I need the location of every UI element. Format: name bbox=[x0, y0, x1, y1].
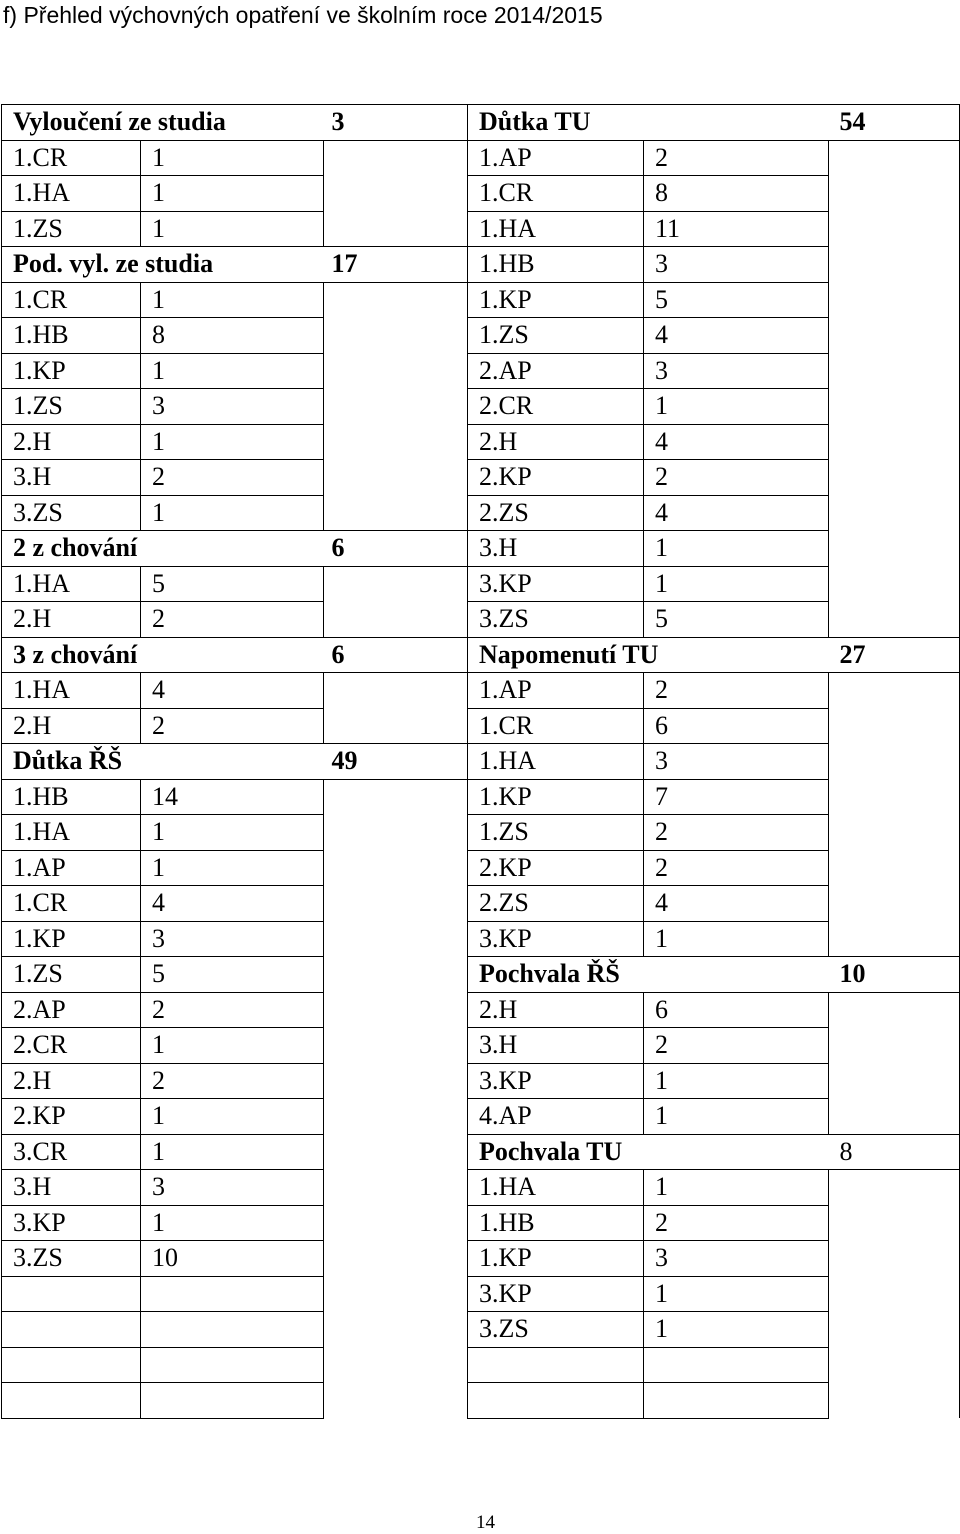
right-class-label: 2.ZS bbox=[468, 886, 644, 922]
right-group-total: 54 bbox=[829, 105, 960, 141]
left-group-total: 6 bbox=[324, 637, 468, 673]
right-empty-cell bbox=[829, 1205, 960, 1241]
table-row bbox=[2, 957, 960, 993]
left-empty-cell bbox=[324, 1134, 468, 1170]
right-empty-cell bbox=[829, 815, 960, 851]
right-group-heading: Důtka TU bbox=[468, 105, 829, 141]
right-class-count: 3 bbox=[644, 1241, 829, 1277]
right-class-count: 3 bbox=[644, 353, 829, 389]
right-class-count: 7 bbox=[644, 779, 829, 815]
left-class-label: 3.ZS bbox=[2, 1241, 141, 1277]
right-class-label: 1.KP bbox=[468, 1241, 644, 1277]
table-row bbox=[2, 211, 960, 247]
right-empty-cell bbox=[829, 1170, 960, 1206]
right-class-count: 8 bbox=[644, 176, 829, 212]
table-row bbox=[2, 779, 960, 815]
right-class-count: 1 bbox=[644, 1063, 829, 1099]
right-empty-cell bbox=[829, 1276, 960, 1312]
right-class-label: 1.AP bbox=[468, 140, 644, 176]
left-group-heading: Vyloučení ze studia bbox=[2, 105, 324, 141]
left-class-count: 1 bbox=[141, 1134, 324, 1170]
left-empty-cell bbox=[324, 1170, 468, 1206]
right-empty-cell bbox=[829, 744, 960, 780]
left-empty-cell bbox=[324, 602, 468, 638]
right-class-count: 2 bbox=[644, 1028, 829, 1064]
right-empty-cell bbox=[829, 176, 960, 212]
right-empty-cell bbox=[829, 779, 960, 815]
left-class-count bbox=[141, 1347, 324, 1383]
left-class-label: 2.H bbox=[2, 424, 141, 460]
left-class-label: 1.ZS bbox=[2, 211, 141, 247]
page-title: f) Přehled výchovných opatření ve školním roce 2014/2015 bbox=[3, 2, 603, 28]
right-class-count: 6 bbox=[644, 992, 829, 1028]
left-class-count: 4 bbox=[141, 673, 324, 709]
right-class-count: 5 bbox=[644, 282, 829, 318]
left-class-label: 3.KP bbox=[2, 1205, 141, 1241]
left-class-label: 3.H bbox=[2, 1170, 141, 1206]
left-class-count: 1 bbox=[141, 815, 324, 851]
left-empty-cell bbox=[324, 1241, 468, 1277]
right-empty-cell bbox=[829, 1312, 960, 1348]
right-class-label: 3.KP bbox=[468, 566, 644, 602]
right-empty-cell bbox=[829, 424, 960, 460]
right-empty-cell bbox=[829, 566, 960, 602]
table-row bbox=[2, 850, 960, 886]
right-empty-cell bbox=[829, 886, 960, 922]
left-class-label: 1.HA bbox=[2, 673, 141, 709]
right-empty-cell bbox=[829, 1063, 960, 1099]
left-class-count: 1 bbox=[141, 140, 324, 176]
left-class-label: 1.HB bbox=[2, 318, 141, 354]
right-class-count: 2 bbox=[644, 850, 829, 886]
left-class-count: 2 bbox=[141, 602, 324, 638]
right-class-count: 3 bbox=[644, 744, 829, 780]
left-class-count: 1 bbox=[141, 353, 324, 389]
left-class-count: 1 bbox=[141, 1028, 324, 1064]
left-class-count: 4 bbox=[141, 886, 324, 922]
left-empty-cell bbox=[324, 460, 468, 496]
right-class-count: 1 bbox=[644, 531, 829, 567]
right-class-count: 1 bbox=[644, 1276, 829, 1312]
right-empty-cell bbox=[829, 602, 960, 638]
left-group-total: 17 bbox=[324, 247, 468, 283]
right-class-label: 1.HA bbox=[468, 744, 644, 780]
right-class-label: 3.H bbox=[468, 1028, 644, 1064]
left-empty-cell bbox=[324, 886, 468, 922]
right-class-label: 1.ZS bbox=[468, 318, 644, 354]
left-class-count: 14 bbox=[141, 779, 324, 815]
left-group-heading: 3 z chování bbox=[2, 637, 324, 673]
table-row bbox=[2, 992, 960, 1028]
left-group-total: 49 bbox=[324, 744, 468, 780]
right-empty-cell bbox=[829, 140, 960, 176]
right-empty-cell bbox=[829, 282, 960, 318]
left-empty-cell bbox=[324, 176, 468, 212]
left-empty-cell bbox=[324, 389, 468, 425]
left-class-count bbox=[141, 1383, 324, 1419]
left-empty-cell bbox=[324, 779, 468, 815]
right-class-count: 4 bbox=[644, 318, 829, 354]
left-empty-cell bbox=[324, 850, 468, 886]
right-class-label: 1.HA bbox=[468, 211, 644, 247]
left-class-count: 1 bbox=[141, 1205, 324, 1241]
right-class-label: 2.KP bbox=[468, 850, 644, 886]
table-row bbox=[2, 708, 960, 744]
left-class-label: 2.KP bbox=[2, 1099, 141, 1135]
table-row bbox=[2, 247, 960, 283]
right-empty-cell bbox=[829, 1383, 960, 1419]
table-row bbox=[2, 424, 960, 460]
left-class-count: 3 bbox=[141, 389, 324, 425]
left-empty-cell bbox=[324, 1205, 468, 1241]
right-class-label: 2.AP bbox=[468, 353, 644, 389]
left-group-total: 3 bbox=[324, 105, 468, 141]
left-class-count: 3 bbox=[141, 921, 324, 957]
right-class-count: 2 bbox=[644, 140, 829, 176]
right-empty-cell bbox=[829, 1241, 960, 1277]
table-row bbox=[2, 353, 960, 389]
right-class-count bbox=[644, 1347, 829, 1383]
left-class-count: 5 bbox=[141, 566, 324, 602]
left-empty-cell bbox=[324, 1028, 468, 1064]
left-empty-cell bbox=[324, 1276, 468, 1312]
right-empty-cell bbox=[829, 1028, 960, 1064]
left-class-label: 2.AP bbox=[2, 992, 141, 1028]
table-row bbox=[2, 389, 960, 425]
table-row bbox=[2, 1312, 960, 1348]
left-empty-cell bbox=[324, 1063, 468, 1099]
table-row bbox=[2, 531, 960, 567]
left-empty-cell bbox=[324, 1312, 468, 1348]
left-class-label bbox=[2, 1276, 141, 1312]
right-class-count: 2 bbox=[644, 673, 829, 709]
left-group-heading: 2 z chování bbox=[2, 531, 324, 567]
right-empty-cell bbox=[829, 850, 960, 886]
right-class-label: 2.H bbox=[468, 992, 644, 1028]
right-class-count: 1 bbox=[644, 921, 829, 957]
left-class-count: 1 bbox=[141, 424, 324, 460]
left-class-count: 1 bbox=[141, 850, 324, 886]
left-class-label: 2.H bbox=[2, 602, 141, 638]
left-empty-cell bbox=[324, 140, 468, 176]
left-empty-cell bbox=[324, 566, 468, 602]
right-class-count: 3 bbox=[644, 247, 829, 283]
left-class-count bbox=[141, 1312, 324, 1348]
left-class-label: 2.H bbox=[2, 708, 141, 744]
left-class-label: 1.ZS bbox=[2, 389, 141, 425]
left-class-count: 8 bbox=[141, 318, 324, 354]
right-class-label: 1.AP bbox=[468, 673, 644, 709]
right-class-count: 1 bbox=[644, 1099, 829, 1135]
left-group-total: 6 bbox=[324, 531, 468, 567]
right-empty-cell bbox=[829, 389, 960, 425]
right-empty-cell bbox=[829, 318, 960, 354]
left-class-label: 3.H bbox=[2, 460, 141, 496]
table-row bbox=[2, 1383, 960, 1419]
table-row bbox=[2, 105, 960, 141]
table-row bbox=[2, 921, 960, 957]
left-class-label bbox=[2, 1312, 141, 1348]
left-class-label: 1.HA bbox=[2, 176, 141, 212]
right-class-label: 2.ZS bbox=[468, 495, 644, 531]
page-number: 14 bbox=[476, 1512, 495, 1533]
left-class-label: 2.H bbox=[2, 1063, 141, 1099]
table-row bbox=[2, 1205, 960, 1241]
table-row bbox=[2, 1347, 960, 1383]
left-class-count: 5 bbox=[141, 957, 324, 993]
right-class-label: 1.ZS bbox=[468, 815, 644, 851]
right-class-count: 4 bbox=[644, 424, 829, 460]
right-group-total: 8 bbox=[829, 1134, 960, 1170]
right-class-count: 2 bbox=[644, 815, 829, 851]
left-class-label: 3.ZS bbox=[2, 495, 141, 531]
right-empty-cell bbox=[829, 247, 960, 283]
left-empty-cell bbox=[324, 1099, 468, 1135]
left-empty-cell bbox=[324, 815, 468, 851]
right-class-count: 1 bbox=[644, 389, 829, 425]
right-class-count: 1 bbox=[644, 1312, 829, 1348]
left-class-count bbox=[141, 1276, 324, 1312]
right-class-label: 1.KP bbox=[468, 282, 644, 318]
right-class-label: 1.KP bbox=[468, 779, 644, 815]
table-row bbox=[2, 602, 960, 638]
left-empty-cell bbox=[324, 673, 468, 709]
right-empty-cell bbox=[829, 460, 960, 496]
left-class-count: 2 bbox=[141, 992, 324, 1028]
left-class-label bbox=[2, 1383, 141, 1419]
right-class-label: 3.KP bbox=[468, 1276, 644, 1312]
left-class-label: 1.AP bbox=[2, 850, 141, 886]
right-class-label: 2.KP bbox=[468, 460, 644, 496]
left-class-label: 2.CR bbox=[2, 1028, 141, 1064]
right-class-count: 2 bbox=[644, 1205, 829, 1241]
left-empty-cell bbox=[324, 992, 468, 1028]
table-body bbox=[2, 105, 960, 1419]
right-class-label: 2.H bbox=[468, 424, 644, 460]
right-class-count: 2 bbox=[644, 460, 829, 496]
left-empty-cell bbox=[324, 282, 468, 318]
table-row bbox=[2, 176, 960, 212]
right-empty-cell bbox=[829, 992, 960, 1028]
right-empty-cell bbox=[829, 495, 960, 531]
left-class-count: 10 bbox=[141, 1241, 324, 1277]
left-class-label: 1.KP bbox=[2, 353, 141, 389]
left-empty-cell bbox=[324, 921, 468, 957]
table-row bbox=[2, 886, 960, 922]
table-row bbox=[2, 1099, 960, 1135]
table-row bbox=[2, 566, 960, 602]
right-class-label: 3.ZS bbox=[468, 602, 644, 638]
right-class-label: 3.H bbox=[468, 531, 644, 567]
left-class-label bbox=[2, 1347, 141, 1383]
left-class-count: 1 bbox=[141, 211, 324, 247]
table-row bbox=[2, 460, 960, 496]
table-row bbox=[2, 1134, 960, 1170]
table-row bbox=[2, 495, 960, 531]
left-class-label: 1.CR bbox=[2, 282, 141, 318]
right-class-label: 4.AP bbox=[468, 1099, 644, 1135]
right-class-count: 4 bbox=[644, 886, 829, 922]
table-row bbox=[2, 140, 960, 176]
right-class-label: 1.CR bbox=[468, 176, 644, 212]
table-row bbox=[2, 637, 960, 673]
table-row bbox=[2, 1063, 960, 1099]
right-group-heading: Pochvala TU bbox=[468, 1134, 829, 1170]
right-class-count: 1 bbox=[644, 566, 829, 602]
left-empty-cell bbox=[324, 353, 468, 389]
right-empty-cell bbox=[829, 353, 960, 389]
right-class-count: 1 bbox=[644, 1170, 829, 1206]
left-group-heading: Důtka ŘŠ bbox=[2, 744, 324, 780]
left-class-count: 1 bbox=[141, 282, 324, 318]
right-class-count: 6 bbox=[644, 708, 829, 744]
left-empty-cell bbox=[324, 424, 468, 460]
left-empty-cell bbox=[324, 495, 468, 531]
right-class-label: 3.KP bbox=[468, 921, 644, 957]
left-empty-cell bbox=[324, 957, 468, 993]
right-group-heading: Napomenutí TU bbox=[468, 637, 829, 673]
left-empty-cell bbox=[324, 708, 468, 744]
table-row bbox=[2, 1170, 960, 1206]
right-class-label: 1.HB bbox=[468, 247, 644, 283]
right-class-label bbox=[468, 1383, 644, 1419]
table-row bbox=[2, 815, 960, 851]
table-row bbox=[2, 1028, 960, 1064]
left-class-count: 1 bbox=[141, 495, 324, 531]
left-class-label: 1.CR bbox=[2, 140, 141, 176]
right-class-count: 5 bbox=[644, 602, 829, 638]
right-empty-cell bbox=[829, 921, 960, 957]
left-class-count: 2 bbox=[141, 1063, 324, 1099]
left-class-label: 1.HA bbox=[2, 566, 141, 602]
left-class-label: 1.CR bbox=[2, 886, 141, 922]
left-empty-cell bbox=[324, 1347, 468, 1383]
right-group-total: 10 bbox=[829, 957, 960, 993]
left-class-count: 3 bbox=[141, 1170, 324, 1206]
left-class-label: 1.HA bbox=[2, 815, 141, 851]
right-empty-cell bbox=[829, 531, 960, 567]
left-class-label: 1.KP bbox=[2, 921, 141, 957]
left-class-count: 1 bbox=[141, 1099, 324, 1135]
right-class-count bbox=[644, 1383, 829, 1419]
left-class-count: 2 bbox=[141, 460, 324, 496]
table-row bbox=[2, 673, 960, 709]
right-empty-cell bbox=[829, 1099, 960, 1135]
table-row bbox=[2, 318, 960, 354]
table-row bbox=[2, 1276, 960, 1312]
right-empty-cell bbox=[829, 211, 960, 247]
right-group-heading: Pochvala ŘŠ bbox=[468, 957, 829, 993]
right-class-label: 2.CR bbox=[468, 389, 644, 425]
left-empty-cell bbox=[324, 318, 468, 354]
left-class-count: 2 bbox=[141, 708, 324, 744]
right-empty-cell bbox=[829, 1347, 960, 1383]
left-class-count: 1 bbox=[141, 176, 324, 212]
right-class-label: 1.HA bbox=[468, 1170, 644, 1206]
left-empty-cell bbox=[324, 211, 468, 247]
left-class-label: 3.CR bbox=[2, 1134, 141, 1170]
right-class-label: 3.ZS bbox=[468, 1312, 644, 1348]
right-group-total: 27 bbox=[829, 637, 960, 673]
left-group-heading: Pod. vyl. ze studia bbox=[2, 247, 324, 283]
right-class-label: 1.HB bbox=[468, 1205, 644, 1241]
left-empty-cell bbox=[324, 1383, 468, 1419]
table-row bbox=[2, 282, 960, 318]
right-class-count: 11 bbox=[644, 211, 829, 247]
right-empty-cell bbox=[829, 708, 960, 744]
right-class-label: 1.CR bbox=[468, 708, 644, 744]
measures-table bbox=[1, 104, 960, 1419]
right-class-count: 4 bbox=[644, 495, 829, 531]
left-class-label: 1.HB bbox=[2, 779, 141, 815]
left-class-label: 1.ZS bbox=[2, 957, 141, 993]
right-class-label bbox=[468, 1347, 644, 1383]
table-row bbox=[2, 744, 960, 780]
table-row bbox=[2, 1241, 960, 1277]
right-class-label: 3.KP bbox=[468, 1063, 644, 1099]
right-empty-cell bbox=[829, 673, 960, 709]
